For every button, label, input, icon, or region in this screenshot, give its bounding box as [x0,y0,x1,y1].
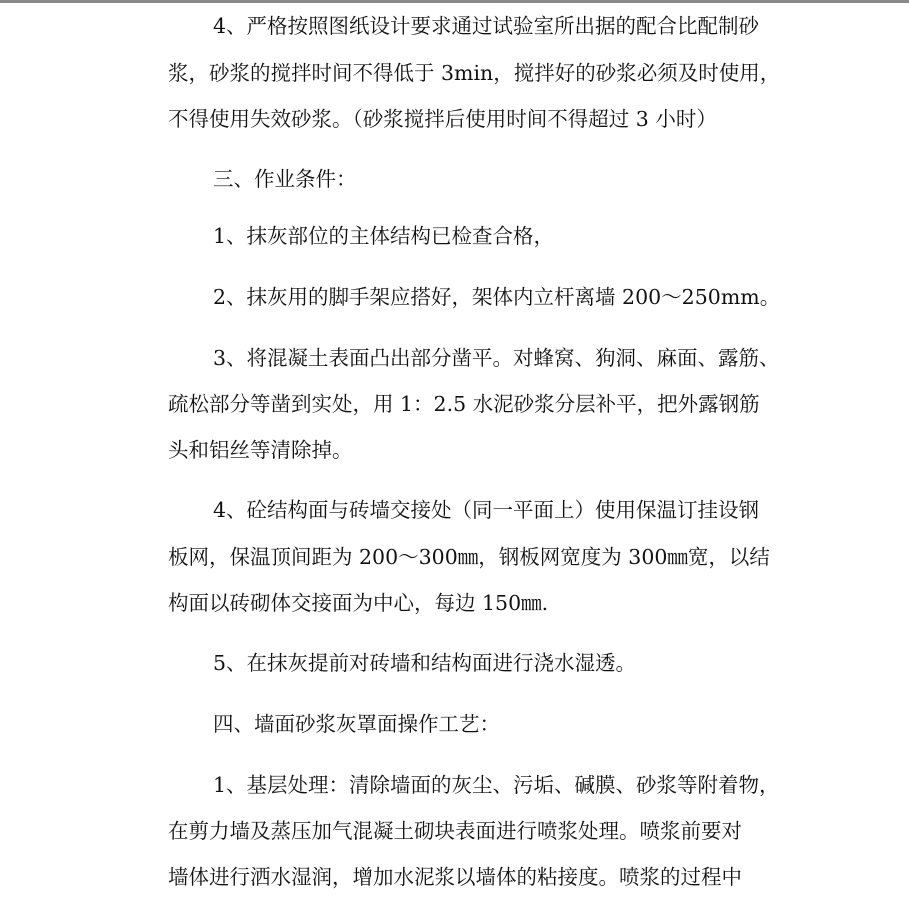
paragraph-9-line-3: 墙体进行洒水湿润，增加水泥浆以墙体的粘接度。喷浆的过程中 [168,865,742,889]
paragraph-5-line-3: 头和铝丝等清除掉。 [168,438,353,462]
paragraph-5-line-2: 疏松部分等凿到实处，用 1：2.5 水泥砂浆分层补平，把外露钢筋 [168,392,760,416]
paragraph-6-line-2: 板网，保温顶间距为 200～300㎜，钢板网宽度为 300㎜宽，以结 [168,545,770,569]
paragraph-9-line-1: 1、基层处理：清除墙面的灰尘、污垢、碱膜、砂浆等附着物， [213,773,780,797]
window-top-border [0,0,909,3]
paragraph-1-line-3: 不得使用失效砂浆。（砂浆搅拌后使用时间不得超过 3 小时） [168,107,717,131]
paragraph-4-line-1: 2、抹灰用的脚手架应搭好，架体内立杆离墙 200～250mm。 [213,285,781,309]
section-heading-3: 三、作业条件： [213,167,357,191]
paragraph-7-line-1: 5、在抹灰提前对砖墙和结构面进行浇水湿透。 [213,651,637,675]
paragraph-1-line-1: 4、严格按照图纸设计要求通过试验室所出据的配合比配制砂 [213,14,760,38]
section-heading-4: 四、墙面砂浆灰罩面操作工艺： [213,712,500,736]
paragraph-1-line-2: 浆，砂浆的搅拌时间不得低于 3min，搅拌好的砂浆必须及时使用， [168,61,781,85]
paragraph-6-line-1: 4、砼结构面与砖墙交接处（同一平面上）使用保温订挂设钢 [213,498,760,522]
paragraph-9-line-2: 在剪力墙及蒸压加气混凝土砌块表面进行喷浆处理。喷浆前要对 [168,819,742,843]
paragraph-3-line-1: 1、抹灰部位的主体结构已检查合格， [213,224,555,248]
paragraph-5-line-1: 3、将混凝土表面凸出部分凿平。对蜂窝、狗洞、麻面、露筋、 [213,346,780,370]
paragraph-6-line-3: 构面以砖砌体交接面为中心，每边 150㎜. [168,591,549,615]
